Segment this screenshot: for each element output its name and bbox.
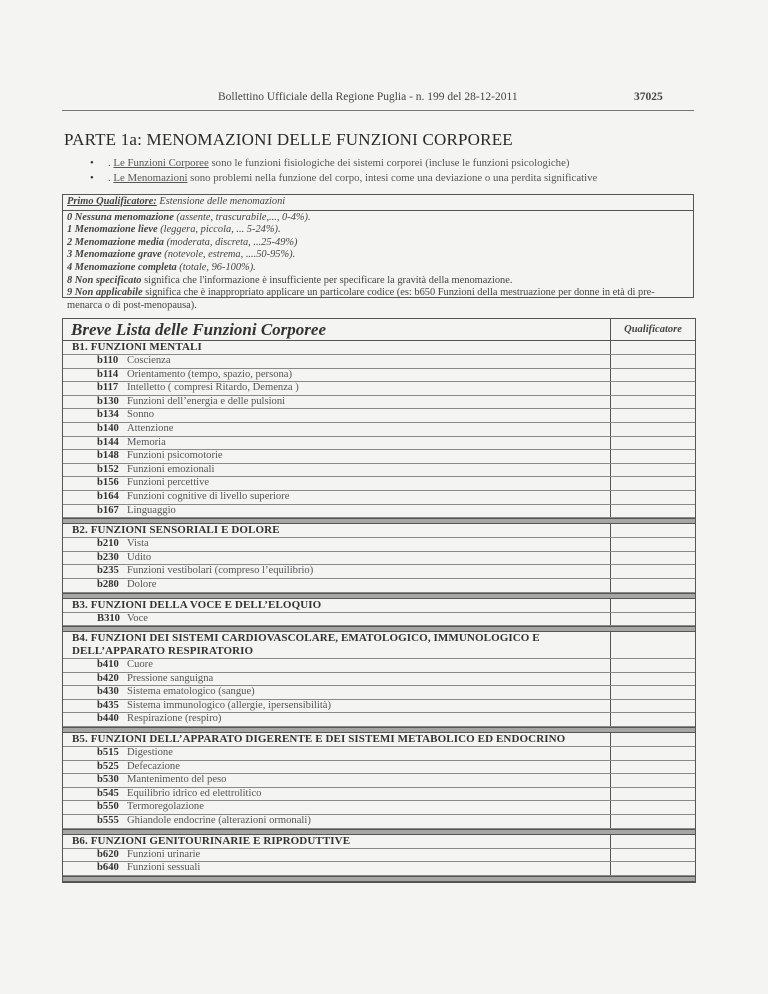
- function-code: b152: [97, 463, 119, 475]
- page-number: 37025: [634, 91, 663, 103]
- section-qualifier-cell: [611, 733, 695, 746]
- table-row: [63, 505, 695, 519]
- table-row: [63, 673, 695, 687]
- qualifier-cell[interactable]: [611, 700, 695, 713]
- function-label: Coscienza: [127, 355, 171, 366]
- qualifier-cell[interactable]: [611, 815, 695, 828]
- header-rule: [62, 110, 694, 111]
- function-label: Orientamento (tempo, spazio, persona): [127, 368, 293, 380]
- function-label: Linguaggio: [127, 504, 176, 516]
- function-code: b148: [97, 450, 119, 462]
- function-label: Equilibrio idrico ed elettrolitico: [127, 787, 262, 799]
- function-code: b435: [97, 699, 119, 711]
- function-label: Vista: [127, 538, 149, 550]
- function-code: b210: [97, 538, 119, 550]
- qualifier-level-0: 0 Nessuna menomazione (assente, trascurabile,..., 0-4%).: [67, 211, 311, 223]
- function-code: b130: [97, 395, 119, 407]
- table-row: [63, 613, 695, 627]
- table-row: [63, 450, 695, 464]
- bullet-item: • . Le Menomazioni sono problemi nella funzione del corpo, intesi come una deviazione o una perdita significative: [90, 171, 597, 186]
- function-label: Pressione sanguigna: [127, 672, 214, 684]
- qualifier-cell[interactable]: [611, 774, 695, 787]
- function-code: b420: [97, 672, 119, 684]
- qualifier-level-1: 1 Menomazione lieve (leggera, piccola, ... 5-24%).: [67, 224, 281, 236]
- function-label: Funzioni urinarie: [127, 848, 201, 860]
- function-code: b230: [97, 551, 119, 563]
- table-row: [63, 382, 695, 396]
- function-code: b525: [97, 760, 119, 772]
- qualifier-level-3: 3 Menomazione grave (notevole, estrema, ....50-95%).: [67, 249, 296, 261]
- function-code: b430: [97, 686, 119, 698]
- section-qualifier-cell: [611, 599, 695, 612]
- section-header: [63, 835, 695, 849]
- function-label: Sistema immunologico (allergie, ipersensibilità): [127, 699, 331, 711]
- function-label: Memoria: [127, 436, 166, 448]
- section-title-continued: DELL’APPARATO RESPIRATORIO: [72, 645, 254, 658]
- function-code: b164: [97, 490, 119, 502]
- qualifier-cell[interactable]: [611, 396, 695, 409]
- section-title: B4. FUNZIONI DEI SISTEMI CARDIOVASCOLARE, EMATOLOGICO, IMMUNOLOGICO E: [72, 632, 540, 645]
- table-row: [63, 761, 695, 775]
- body-functions-table: [62, 318, 696, 883]
- section-separator: [63, 876, 695, 882]
- function-label: Intelletto ( compresi Ritardo, Demenza ): [127, 382, 299, 394]
- qualifier-cell[interactable]: [611, 369, 695, 382]
- table-row: [63, 565, 695, 579]
- qualifier-legend-box: [62, 194, 694, 311]
- table-row: [63, 491, 695, 505]
- function-code: b640: [97, 862, 119, 874]
- qualifier-cell[interactable]: [611, 761, 695, 774]
- qualifier-cell[interactable]: [611, 686, 695, 699]
- section-qualifier-cell: [611, 835, 695, 848]
- section-title: B5. FUNZIONI DELL’APPARATO DIGERENTE E DEI SISTEMI METABOLICO ED ENDOCRINO: [72, 733, 566, 746]
- qualifier-cell[interactable]: [611, 450, 695, 463]
- section-header: [63, 341, 695, 355]
- function-label: Funzioni cognitive di livello superiore: [127, 490, 290, 502]
- qualifier-cell[interactable]: [611, 382, 695, 395]
- table-row: [63, 659, 695, 673]
- function-label: Respirazione (respiro): [127, 713, 222, 725]
- qualifier-cell[interactable]: [611, 862, 695, 875]
- function-code: b235: [97, 565, 119, 577]
- function-label: Attenzione: [127, 422, 174, 434]
- publication-name: Bollettino Ufficiale della Regione Puglia - n. 199 del 28-12-2011: [218, 91, 518, 103]
- term-menomazioni: Le Menomazioni: [113, 172, 188, 184]
- table-row: [63, 815, 695, 829]
- table-header: [63, 319, 695, 341]
- qualifier-cell[interactable]: [611, 565, 695, 578]
- section-title: B1. FUNZIONI MENTALI: [72, 341, 202, 353]
- qualifier-level-9: 9 Non applicabile significa che è inappropriato applicare un particolare codice (es: b650 Funzioni della mestruazione per donne in età di pre-menarca o di post-menopausa).: [67, 287, 655, 311]
- table-row: [63, 437, 695, 451]
- section-qualifier-cell: [611, 341, 695, 354]
- function-label: Mantenimento del peso: [127, 774, 227, 786]
- qualifier-cell[interactable]: [611, 464, 695, 477]
- table-row: [63, 579, 695, 593]
- function-label: Sonno: [127, 409, 155, 421]
- qualifier-level-8: 8 Non specificato significa che l'informazione è insufficiente per specificare la gravità della menomazione.: [67, 274, 513, 286]
- table-row: [63, 423, 695, 437]
- table-row: [63, 477, 695, 491]
- qualifier-cell[interactable]: [611, 788, 695, 801]
- function-label: Termoregolazione: [127, 801, 204, 813]
- function-label: Dolore: [127, 578, 157, 590]
- qualifier-cell[interactable]: [611, 505, 695, 518]
- function-code: b167: [97, 504, 119, 516]
- section-header: [63, 599, 695, 613]
- section-header: [63, 632, 695, 659]
- table-title: Breve Lista delle Funzioni Corporee: [63, 319, 611, 340]
- bullet-item: • . Le Funzioni Corporee sono le funzioni fisiologiche dei sistemi corporei (incluse le funzioni psicologiche): [90, 156, 597, 171]
- table-row: [63, 538, 695, 552]
- page-header: [0, 91, 768, 107]
- qualifier-cell[interactable]: [611, 713, 695, 726]
- table-row: [63, 369, 695, 383]
- function-label: Funzioni emozionali: [127, 463, 215, 475]
- function-code: b545: [97, 787, 119, 799]
- qualifier-cell[interactable]: [611, 579, 695, 592]
- qualifier-cell[interactable]: [611, 491, 695, 504]
- function-label: Defecazione: [127, 760, 180, 772]
- page-title: PARTE 1a: MENOMAZIONI DELLE FUNZIONI CORPOREE: [64, 130, 513, 149]
- qualifier-cell[interactable]: [611, 423, 695, 436]
- qualifier-legend-title: Primo Qualificatore: Estensione delle menomazioni: [63, 195, 693, 211]
- table-row: [63, 700, 695, 714]
- function-code: b555: [97, 815, 119, 827]
- function-label: Funzioni dell’energia e delle pulsioni: [127, 395, 286, 407]
- term-funzioni-corporee: Le Funzioni Corporee: [113, 157, 209, 169]
- table-row: [63, 849, 695, 863]
- function-code: b117: [97, 382, 119, 394]
- qualifier-cell[interactable]: [611, 659, 695, 672]
- function-label: Funzioni sessuali: [127, 862, 201, 874]
- function-code: b280: [97, 578, 119, 590]
- section-qualifier-cell: [611, 632, 695, 658]
- qualifier-cell[interactable]: [611, 747, 695, 760]
- function-label: Udito: [127, 551, 152, 563]
- qualifier-level-4: 4 Menomazione completa (totale, 96-100%).: [67, 261, 256, 273]
- table-row: [63, 774, 695, 788]
- table-row: [63, 713, 695, 727]
- function-label: Funzioni psicomotorie: [127, 450, 223, 462]
- table-row: [63, 552, 695, 566]
- function-label: Funzioni vestibolari (compreso l’equilibrio): [127, 565, 314, 577]
- table-row: [63, 747, 695, 761]
- function-code: b550: [97, 801, 119, 813]
- qualifier-cell[interactable]: [611, 437, 695, 450]
- section-header: [63, 733, 695, 747]
- qualifier-cell[interactable]: [611, 477, 695, 490]
- qualifier-cell[interactable]: [611, 538, 695, 551]
- function-code: b144: [97, 436, 119, 448]
- section-title: B2. FUNZIONI SENSORIALI E DOLORE: [72, 524, 280, 537]
- table-row: [63, 396, 695, 410]
- function-code: b440: [97, 713, 119, 725]
- function-label: Cuore: [127, 659, 153, 671]
- table-row: [63, 355, 695, 369]
- qualifier-cell[interactable]: [611, 613, 695, 626]
- function-code: b134: [97, 409, 119, 421]
- section-title: B3. FUNZIONI DELLA VOCE E DELL’ELOQUIO: [72, 598, 322, 611]
- table-row: [63, 409, 695, 423]
- function-code: b410: [97, 659, 119, 671]
- qualifier-level-2: 2 Menomazione media (moderata, discreta, ...25-49%): [67, 236, 298, 248]
- table-row: [63, 788, 695, 802]
- qualifier-cell[interactable]: [611, 409, 695, 422]
- section-qualifier-cell: [611, 524, 695, 537]
- function-label: Sistema ematologico (sangue): [127, 686, 255, 698]
- table-row: [63, 686, 695, 700]
- intro-bullets: [90, 156, 597, 186]
- table-row: [63, 464, 695, 478]
- function-code: b530: [97, 774, 119, 786]
- table-row: [63, 801, 695, 815]
- qualifier-cell[interactable]: [611, 673, 695, 686]
- qualifier-cell[interactable]: [611, 849, 695, 862]
- qualifier-cell[interactable]: [611, 355, 695, 368]
- function-label: Ghiandole endocrine (alterazioni ormonali): [127, 815, 311, 827]
- section-header: [63, 524, 695, 538]
- function-code: b156: [97, 477, 119, 489]
- function-label: Voce: [127, 612, 148, 624]
- table-row: [63, 862, 695, 876]
- function-code: b620: [97, 848, 119, 860]
- function-code: b140: [97, 422, 119, 434]
- function-code: b114: [97, 368, 119, 380]
- function-code: b110: [97, 355, 119, 366]
- qualifier-column-header: Qualificatore: [624, 324, 682, 335]
- section-title: B6. FUNZIONI GENITOURINARIE E RIPRODUTTIVE: [72, 834, 351, 847]
- qualifier-cell[interactable]: [611, 801, 695, 814]
- function-label: Funzioni percettive: [127, 477, 210, 489]
- function-code: b515: [97, 747, 119, 759]
- function-label: Digestione: [127, 747, 173, 759]
- qualifier-cell[interactable]: [611, 552, 695, 565]
- function-code: B310: [97, 612, 120, 624]
